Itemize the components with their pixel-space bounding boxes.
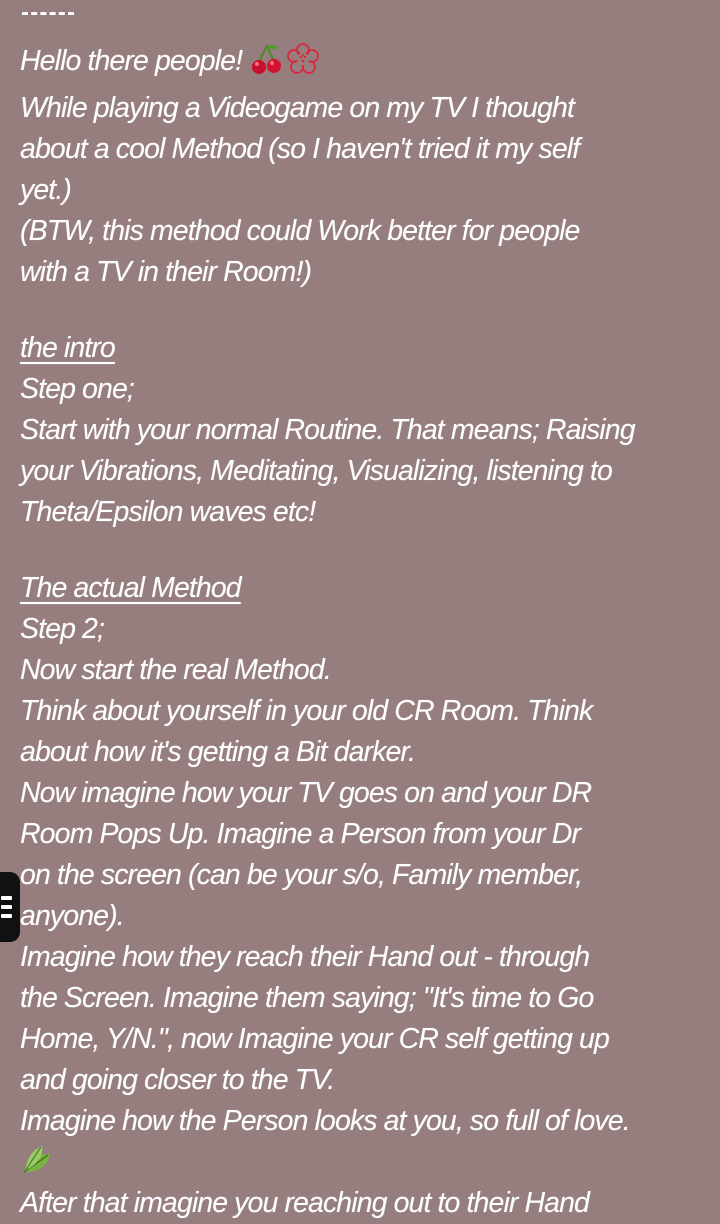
side-menu-handle[interactable] (0, 872, 20, 942)
body-line: Think about yourself in your old CR Room. Think (20, 695, 593, 727)
intro-line: While playing a Videogame on my TV I thought (20, 92, 574, 124)
body-line: Room Pops Up. Imagine a Person from your Dr (20, 818, 581, 850)
body-line: Home, Y/N.", now Imagine your CR self getting up (20, 1023, 609, 1055)
body-line: Now imagine how your TV goes on and your DR (20, 777, 592, 809)
body-line: Start with your normal Routine. That means; Raising (20, 414, 635, 446)
greeting-line (20, 41, 710, 88)
leaf-emoji-row (20, 1142, 710, 1183)
body-line: your Vibrations, Meditating, Visualizing, listening to (20, 455, 612, 487)
body-line: the Screen. Imagine them saying; "It's time to Go (20, 982, 594, 1014)
body-line: and going closer to the TV. (20, 1064, 335, 1096)
intro-line: (BTW, this method could Work better for people (20, 215, 580, 247)
intro-line: about a cool Method (so I haven't tried it my self (20, 133, 580, 165)
body-line: on the screen (can be your s/o, Family member, (20, 859, 583, 891)
cherries-icon (250, 42, 284, 88)
section-heading-intro: the intro (20, 332, 115, 364)
body-line: Now start the real Method. (20, 654, 331, 686)
intro-line: with a TV in their Room!) (20, 256, 312, 288)
body-line: Imagine how they reach their Hand out - through (20, 941, 590, 973)
paragraph-gap (20, 293, 710, 328)
step-label: Step one; (20, 373, 134, 405)
section-heading-method: The actual Method (20, 572, 241, 604)
flower-icon (286, 42, 320, 88)
intro-line: yet.) (20, 174, 71, 206)
greeting-text: Hello there people! (20, 45, 243, 77)
body-line: Theta/Epsilon waves etc! (20, 496, 316, 528)
cut-off-line: After that imagine you reaching out to their Hand (20, 1187, 590, 1219)
body-line: Imagine how the Person looks at you, so full of love. (20, 1105, 630, 1137)
paragraph-gap (20, 533, 710, 568)
body-line: about how it's getting a Bit darker. (20, 736, 415, 768)
leaf-icon (20, 1142, 56, 1178)
post-content (20, 0, 710, 1224)
body-line: anyone). (20, 900, 124, 932)
step-label: Step 2; (20, 613, 105, 645)
divider-dashes (20, 0, 710, 41)
